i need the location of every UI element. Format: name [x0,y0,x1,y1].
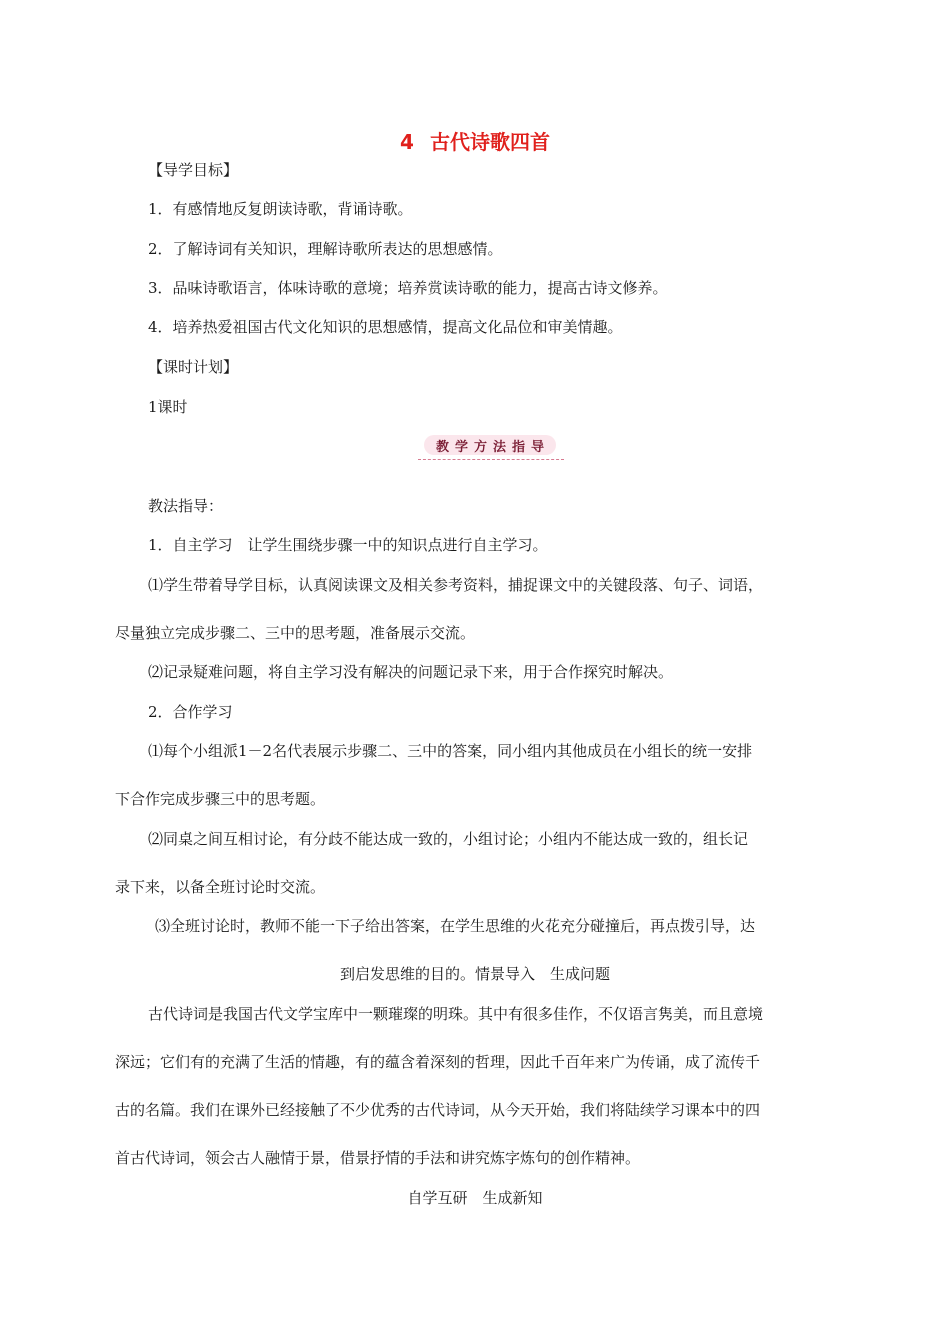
coop-study-heading: 2．合作学习 [148,703,233,721]
coop-point-1b: 下合作完成步骤三中的思考题。 [115,790,326,808]
section-heading-self-study: 自学互研 生成新知 [407,1189,543,1207]
teaching-method-banner [418,432,564,462]
coop-point-3b: 到启发思维的目的。情景导入 生成问题 [339,965,610,983]
coop-point-2b: 录下来，以备全班讨论时交流。 [115,878,326,896]
self-study-point-1b: 尽量独立完成步骤二、三中的思考题，准备展示交流。 [115,624,476,642]
intro-paragraph-line-1: 古代诗词是我国古代文学宝库中一颗璀璨的明珠。其中有很多佳作，不仅语言隽美，而且意境 [148,1005,764,1023]
method-intro: 教法指导： [148,497,224,515]
banner-label-box [424,435,556,455]
self-study-point-2: ⑵记录疑难问题，将自主学习没有解决的问题记录下来，用于合作探究时解决。 [148,663,674,681]
goal-item-3: 3．品味诗歌语言，体味诗歌的意境；培养赏读诗歌的能力，提高古诗文修养。 [148,279,668,297]
goals-heading: 【导学目标】 [148,161,239,179]
intro-paragraph-line-2: 深远；它们有的充满了生活的情趣，有的蕴含着深刻的哲理，因此千百年来广为传诵，成了流传千 [115,1053,761,1071]
coop-point-1a: ⑴每个小组派1－2名代表展示步骤二、三中的答案，同小组内其他成员在小组长的统一安排 [148,742,753,760]
self-study-point-1a: ⑴学生带着导学目标，认真阅读课文及相关参考资料，捕捉课文中的关键段落、句子、词语， [148,576,764,594]
banner-label: 教学方法指导 [435,439,550,455]
intro-paragraph-line-4: 首古代诗词，领会古人融情于景，借景抒情的手法和讲究炼字炼句的创作精神。 [115,1149,641,1167]
coop-point-2a: ⑵同桌之间互相讨论，有分歧不能达成一致的，小组讨论；小组内不能达成一致的，组长记 [148,830,749,848]
plan-text: 1课时 [148,398,188,416]
goal-item-2: 2．了解诗词有关知识，理解诗歌所表达的思想感情。 [148,240,503,258]
banner-dashed-underline [418,459,564,460]
lesson-title [0,129,950,155]
goal-item-4: 4．培养热爱祖国古代文化知识的思想感情，提高文化品位和审美情趣。 [148,318,623,336]
self-study-heading: 1．自主学习 让学生围绕步骤一中的知识点进行自主学习。 [148,536,548,554]
coop-point-3a: ⑶全班讨论时，教师不能一下子给出答案，在学生思维的火花充分碰撞后，再点拨引导，达 [155,917,756,935]
plan-heading: 【课时计划】 [148,358,239,376]
lesson-number: 4 [400,130,414,154]
goal-item-1: 1．有感情地反复朗读诗歌，背诵诗歌。 [148,200,413,218]
lesson-title-text: 古代诗歌四首 [429,130,550,154]
intro-paragraph-line-3: 古的名篇。我们在课外已经接触了不少优秀的古代诗词，从今天开始，我们将陆续学习课本中的四 [115,1101,761,1119]
